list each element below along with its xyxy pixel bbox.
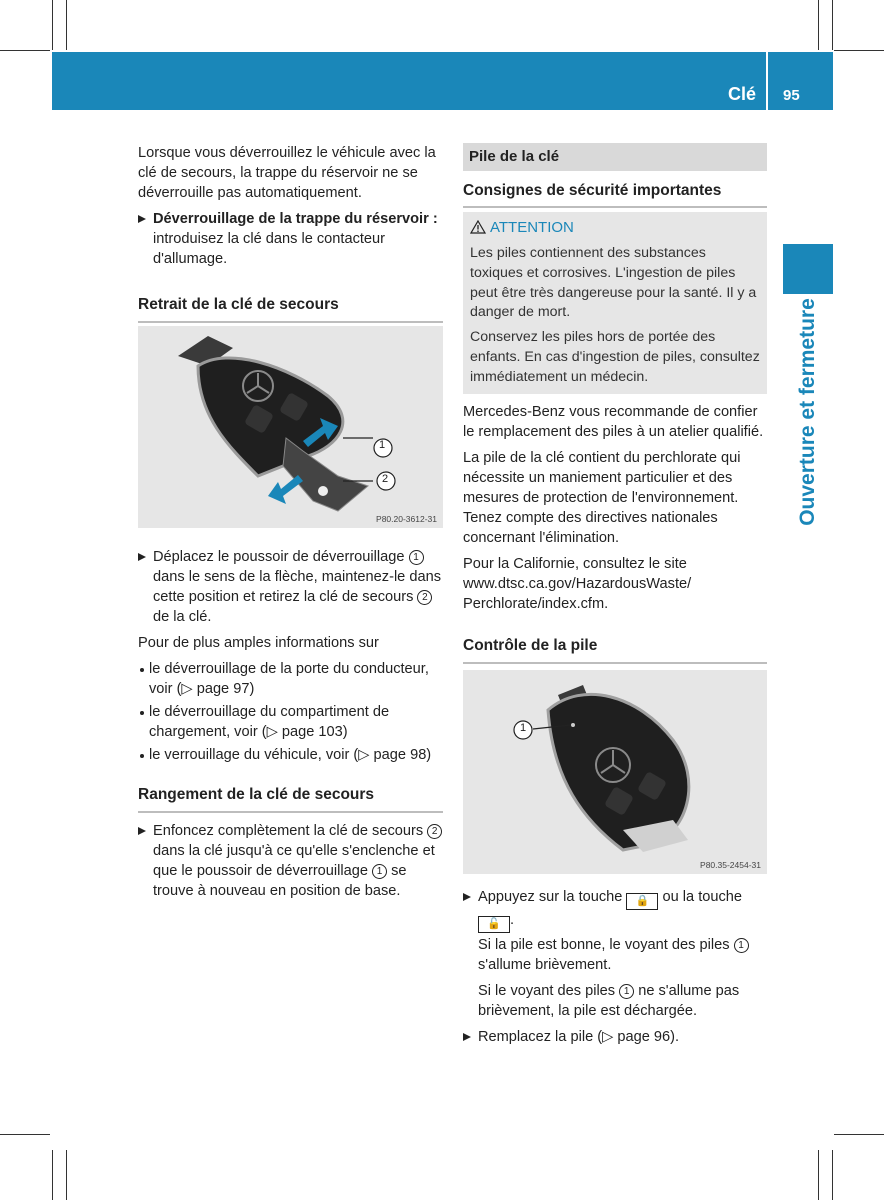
callout-2: 2 xyxy=(427,824,442,839)
warning-box xyxy=(463,212,767,394)
heading-rule xyxy=(138,321,443,323)
key-battery-illustration xyxy=(463,670,767,874)
crop-mark xyxy=(66,0,67,50)
step-replace-battery xyxy=(463,1027,767,1047)
header-divider xyxy=(766,52,768,110)
step-check-battery xyxy=(463,887,767,933)
result-text: ne s'allume pas brièvement, la pile est déchargée. xyxy=(478,982,740,1019)
step-text: dans la clé jusqu'à ce qu'elle s'enclenche et que le poussoir de déverrouillage xyxy=(153,843,435,879)
unlock-icon: 🔓 xyxy=(478,916,510,933)
step-text: Appuyez sur la touche xyxy=(478,888,627,905)
callout-1: 1 xyxy=(734,938,749,953)
figure-code: P80.35-2454-31 xyxy=(700,860,761,870)
result-text: s'allume brièvement. xyxy=(478,956,612,973)
side-tab-label: Ouverture et fermeture xyxy=(796,298,819,526)
result-bad xyxy=(463,981,767,1021)
ref-text: le déverrouillage de la porte du conducteur, voir (▷ page 97) xyxy=(149,661,429,697)
figure-emergency-key xyxy=(138,326,443,528)
step-store-key xyxy=(138,821,443,901)
ref-text: le verrouillage du véhicule, voir (▷ page 98) xyxy=(149,747,432,763)
figure-callout-2: 2 xyxy=(382,473,389,485)
crop-mark xyxy=(834,50,884,51)
dot-bullet-icon xyxy=(140,668,144,672)
paragraph: La pile de la clé contient du perchlorate qui nécessite un maniement particulier et des mesures de protection de l'environnement. Tenez compte des directives nationales concernant l'élimination. xyxy=(463,449,741,546)
dot-bullet-icon xyxy=(140,711,144,715)
step-text: Déplacez le poussoir de déverrouillage xyxy=(153,549,409,565)
step-fuel-flap-bold: Déverrouillage de la trappe du réservoir : xyxy=(153,211,438,227)
ref-item xyxy=(138,659,443,699)
ref-text: le déverrouillage du compartiment de chargement, voir (▷ page 103) xyxy=(149,704,390,740)
right-column xyxy=(463,143,767,1053)
step-text: Remplacez la pile (▷ page 96). xyxy=(478,1028,680,1045)
step-fuel-flap-text: introduisez la clé dans le contacteur d'allumage. xyxy=(153,231,386,267)
heading-rule xyxy=(138,811,443,813)
callout-1: 1 xyxy=(372,864,387,879)
result-text: Si la pile est bonne, le voyant des piles xyxy=(478,936,734,953)
more-info: Pour de plus amples informations sur xyxy=(138,635,379,651)
heading-rule xyxy=(463,662,767,664)
step-text: Enfoncez complètement la clé de secours xyxy=(153,823,428,839)
figure-code: P80.20-3612-31 xyxy=(376,514,437,524)
callout-1: 1 xyxy=(409,550,424,565)
crop-mark xyxy=(52,1150,53,1200)
ref-item xyxy=(138,702,443,742)
step-text: se trouve à nouveau en position de base. xyxy=(153,863,407,899)
arrow-bullet-icon xyxy=(138,827,146,835)
crop-mark xyxy=(0,1134,50,1135)
crop-mark xyxy=(52,0,53,50)
callout-2: 2 xyxy=(417,590,432,605)
page-number: 95 xyxy=(783,87,800,104)
heading-controle: Contrôle de la pile xyxy=(463,636,598,654)
step-text: ou la touche xyxy=(658,888,743,905)
step-fuel-flap xyxy=(138,209,443,269)
paragraph: Pour la Californie, consultez le site www.dtsc.ca.gov/HazardousWaste/ Perchlorate/index.cfm. xyxy=(463,555,692,612)
heading-retrait: Retrait de la clé de secours xyxy=(138,296,339,313)
figure-battery-check xyxy=(463,670,767,874)
warning-text: Les piles contiennent des substances toxiques et corrosives. L'ingestion de piles peut être très dangereuse pour la santé. Il y a danger de mort. xyxy=(470,245,757,321)
arrow-bullet-icon xyxy=(463,1033,471,1041)
warning-title: ATTENTION xyxy=(490,219,574,236)
arrow-bullet-icon xyxy=(138,215,146,223)
step-text: . xyxy=(510,911,515,928)
crop-mark xyxy=(818,1150,819,1200)
crop-mark xyxy=(66,1150,67,1200)
heading-consignes: Consignes de sécurité importantes xyxy=(463,182,722,199)
step-text: de la clé. xyxy=(153,609,212,625)
crop-mark xyxy=(834,1134,884,1135)
paragraph: Mercedes-Benz vous recommande de confier le remplacement des piles à un atelier qualifié. xyxy=(463,403,764,440)
arrow-bullet-icon xyxy=(138,553,146,561)
side-tab-marker xyxy=(783,244,833,294)
section-bar: Pile de la clé xyxy=(463,143,767,171)
crop-mark xyxy=(832,1150,833,1200)
step-remove-key xyxy=(138,547,443,627)
page-title: Clé xyxy=(727,84,756,104)
key-illustration xyxy=(138,326,443,528)
header-band xyxy=(52,52,833,110)
warning-triangle-icon xyxy=(470,220,486,234)
warning-title-row xyxy=(470,218,760,238)
lock-icon: 🔒 xyxy=(626,893,658,910)
heading-rangement: Rangement de la clé de secours xyxy=(138,786,375,803)
step-text: dans le sens de la flèche, maintenez-le dans cette position et retirez la clé de secours xyxy=(153,569,441,605)
crop-mark xyxy=(0,50,50,51)
intro-paragraph: Lorsque vous déverrouillez le véhicule avec la clé de secours, la trappe du réservoir ne se déverrouille pas automatiquement. xyxy=(138,145,436,201)
warning-text: Conservez les piles hors de portée des enfants. En cas d'ingestion de piles, consultez immédiatement un médecin. xyxy=(470,329,760,385)
callout-1: 1 xyxy=(619,984,634,999)
figure-callout-1: 1 xyxy=(520,722,527,734)
result-ok xyxy=(463,935,767,975)
figure-callout-1: 1 xyxy=(379,439,386,451)
crop-mark xyxy=(832,0,833,50)
heading-rule xyxy=(463,206,767,208)
result-text: Si le voyant des piles xyxy=(478,982,620,999)
crop-mark xyxy=(818,0,819,50)
ref-item xyxy=(138,745,443,765)
arrow-bullet-icon xyxy=(463,893,471,901)
dot-bullet-icon xyxy=(140,754,144,758)
